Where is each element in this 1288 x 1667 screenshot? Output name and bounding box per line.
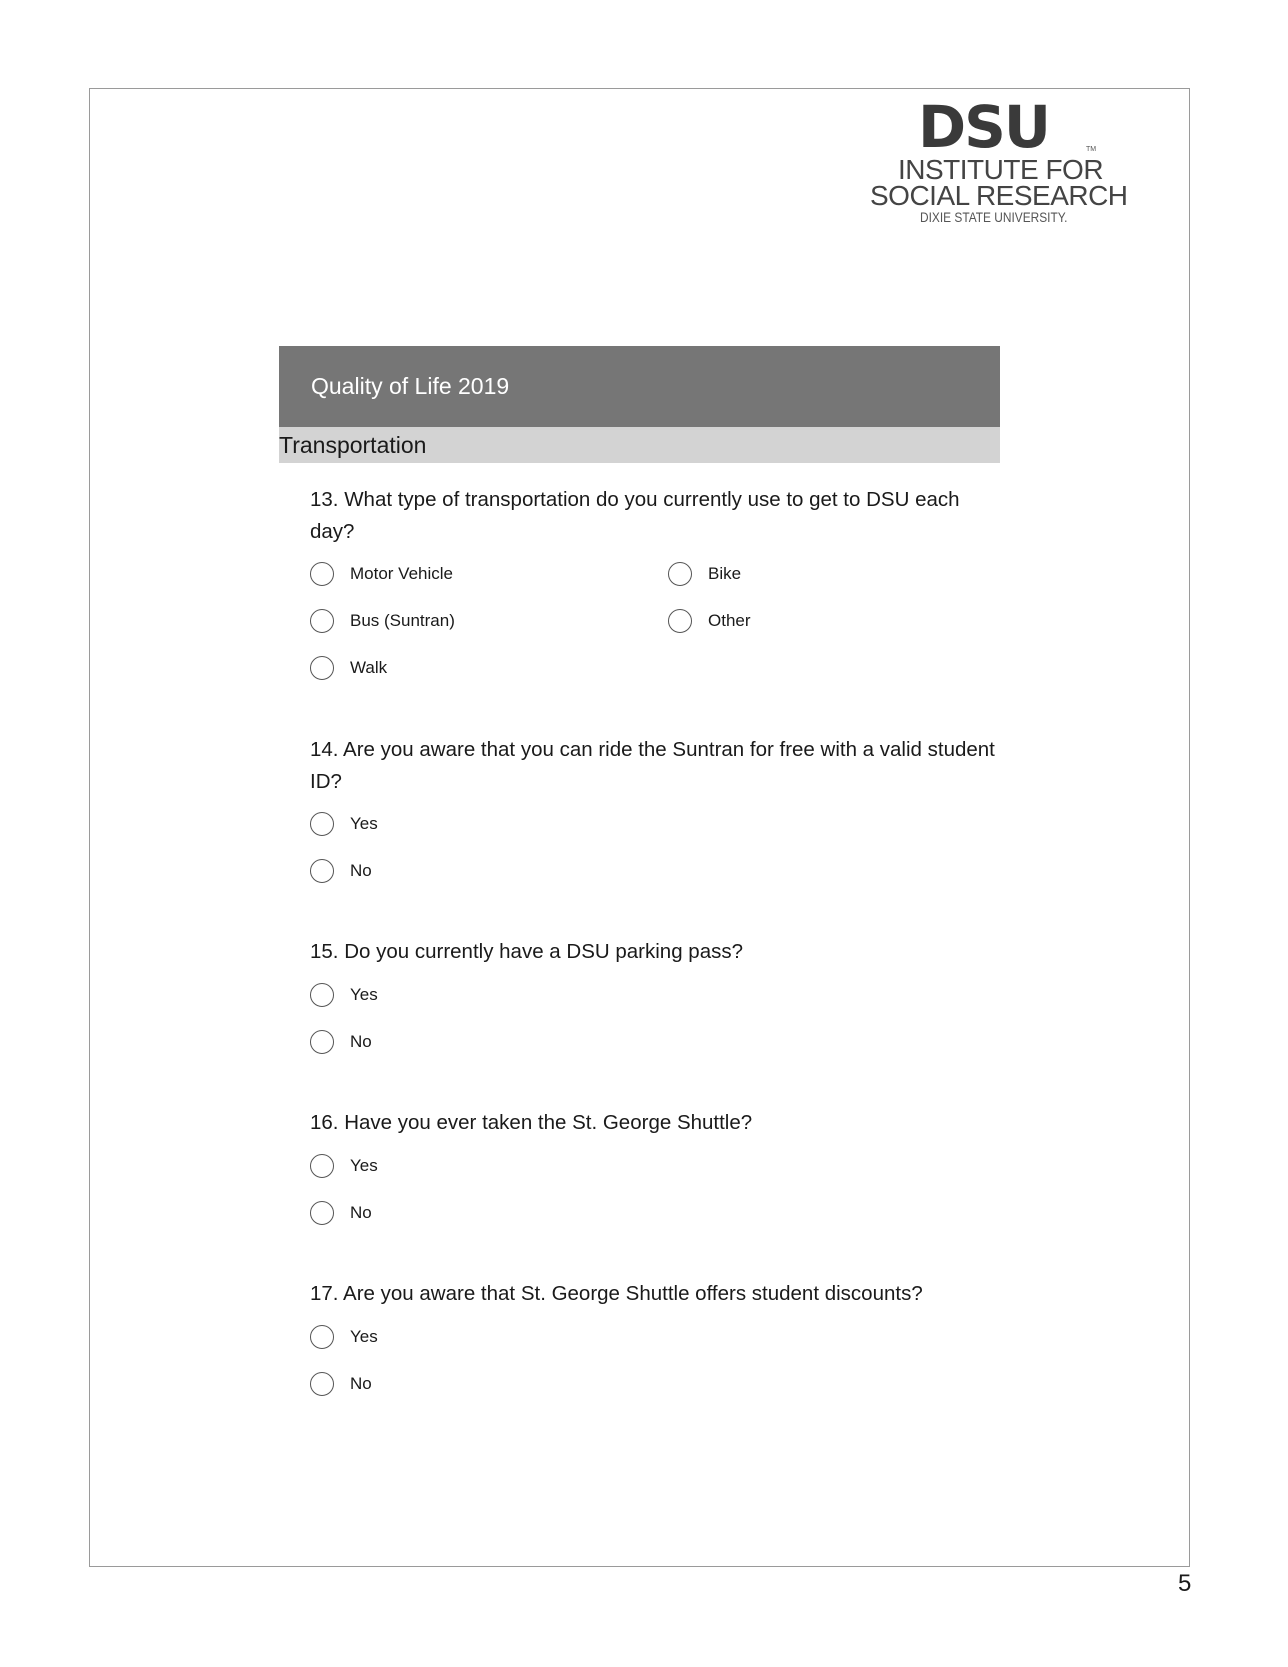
option-label: No bbox=[350, 861, 372, 880]
radio-button[interactable] bbox=[310, 1030, 334, 1054]
option-label: Walk bbox=[350, 658, 388, 677]
question-16-text: 16. Have you ever taken the St. George Shuttle? bbox=[310, 1111, 753, 1134]
radio-button[interactable] bbox=[310, 859, 334, 883]
option-label: Yes bbox=[350, 985, 378, 1004]
page-frame bbox=[89, 88, 1190, 1567]
option-label: Motor Vehicle bbox=[350, 564, 453, 583]
survey-title: Quality of Life 2019 bbox=[311, 373, 510, 399]
radio-button[interactable] bbox=[310, 1154, 334, 1178]
logo-line-3: DIXIE STATE UNIVERSITY. bbox=[920, 209, 1068, 225]
option-label: Yes bbox=[350, 814, 378, 833]
option-label: No bbox=[350, 1032, 372, 1051]
logo-wordmark: DSU bbox=[918, 93, 1050, 161]
radio-button[interactable] bbox=[310, 609, 334, 633]
option-label: Other bbox=[708, 611, 751, 630]
logo-line-2: SOCIAL RESEARCH bbox=[870, 180, 1128, 211]
section-title: Transportation bbox=[279, 432, 427, 458]
question-15-text: 15. Do you currently have a DSU parking pass? bbox=[310, 940, 744, 963]
question-13-text: 13. What type of transportation do you currently use to get to DSU each day? bbox=[310, 488, 960, 543]
survey-header bbox=[279, 346, 1000, 427]
radio-button[interactable] bbox=[310, 1325, 334, 1349]
radio-button[interactable] bbox=[310, 812, 334, 836]
radio-button[interactable] bbox=[668, 562, 692, 586]
radio-button[interactable] bbox=[310, 656, 334, 680]
question-14-text: 14. Are you aware that you can ride the Suntran for free with a valid student ID? bbox=[310, 738, 995, 793]
radio-button[interactable] bbox=[310, 983, 334, 1007]
section-header bbox=[279, 427, 1000, 463]
option-label: Yes bbox=[350, 1327, 378, 1346]
option-label: Bike bbox=[708, 564, 742, 583]
logo-line-1: INSTITUTE FOR bbox=[898, 154, 1104, 185]
option-label: Bus (Suntran) bbox=[350, 611, 455, 630]
dsu-logo bbox=[860, 93, 1140, 228]
radio-button[interactable] bbox=[310, 1372, 334, 1396]
page-number: 5 bbox=[1178, 1570, 1192, 1597]
option-label: No bbox=[350, 1203, 372, 1222]
radio-button[interactable] bbox=[310, 1201, 334, 1225]
radio-button[interactable] bbox=[310, 562, 334, 586]
option-label: Yes bbox=[350, 1156, 378, 1175]
radio-button[interactable] bbox=[668, 609, 692, 633]
logo-trademark: TM bbox=[1086, 146, 1097, 153]
question-17-text: 17. Are you aware that St. George Shuttle offers student discounts? bbox=[310, 1282, 923, 1305]
option-label: No bbox=[350, 1374, 372, 1393]
